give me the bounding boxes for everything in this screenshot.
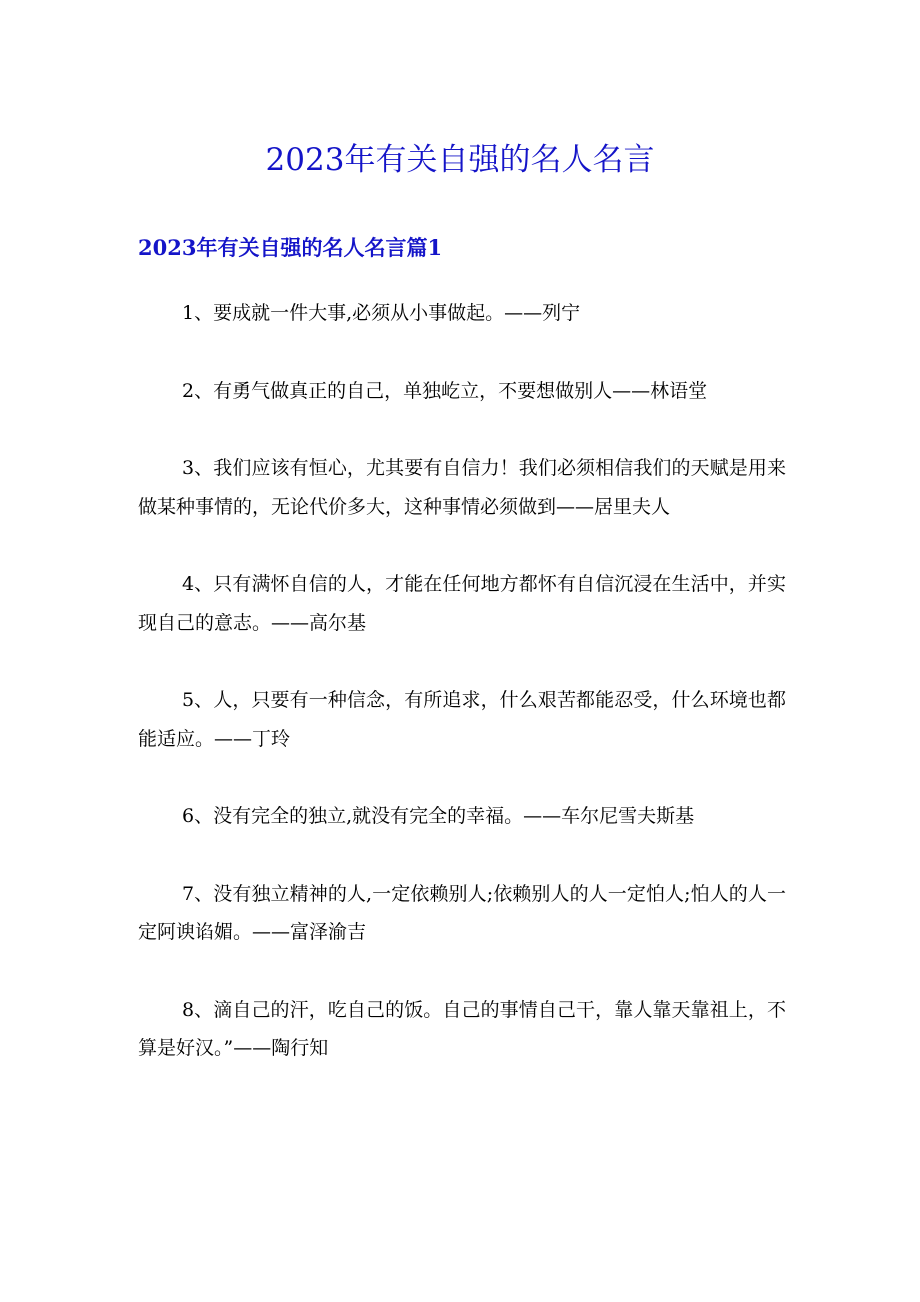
quote-paragraph-4: 4、只有满怀自信的人，才能在任何地方都怀有自信沉浸在生活中，并实现自己的意志。——高尔基 (138, 573, 786, 634)
quote-paragraph-7: 7、没有独立精神的人,一定依赖别人;依赖别人的人一定怕人;怕人的人一定阿谀谄媚。——富泽渝吉 (138, 882, 786, 943)
quote-list (138, 294, 786, 1107)
quote-paragraph-2: 2、有勇气做真正的自己，单独屹立，不要想做别人——林语堂 (182, 379, 708, 402)
quote-paragraph-8: 8、滴自己的汗，吃自己的饭。自己的事情自己干，靠人靠天靠祖上，不算是好汉。”——陶行知 (138, 998, 786, 1059)
quote-paragraph-3: 3、我们应该有恒心，尤其要有自信力！我们必须相信我们的天赋是用来做某种事情的，无论代价多大，这种事情必须做到——居里夫人 (138, 457, 786, 518)
section-heading: 2023年有关自强的名人名言篇1 (138, 235, 443, 260)
quote-paragraph-6: 6、没有完全的独立,就没有完全的幸福。——车尔尼雪夫斯基 (182, 805, 695, 827)
quote-paragraph-1: 1、要成就一件大事,必须从小事做起。——列宁 (182, 302, 581, 324)
document-title: 2023年有关自强的名人名言 (265, 142, 655, 178)
quote-paragraph-5: 5、人，只要有一种信念，有所追求，什么艰苦都能忍受，什么环境也都能适应。——丁玲 (138, 689, 786, 750)
